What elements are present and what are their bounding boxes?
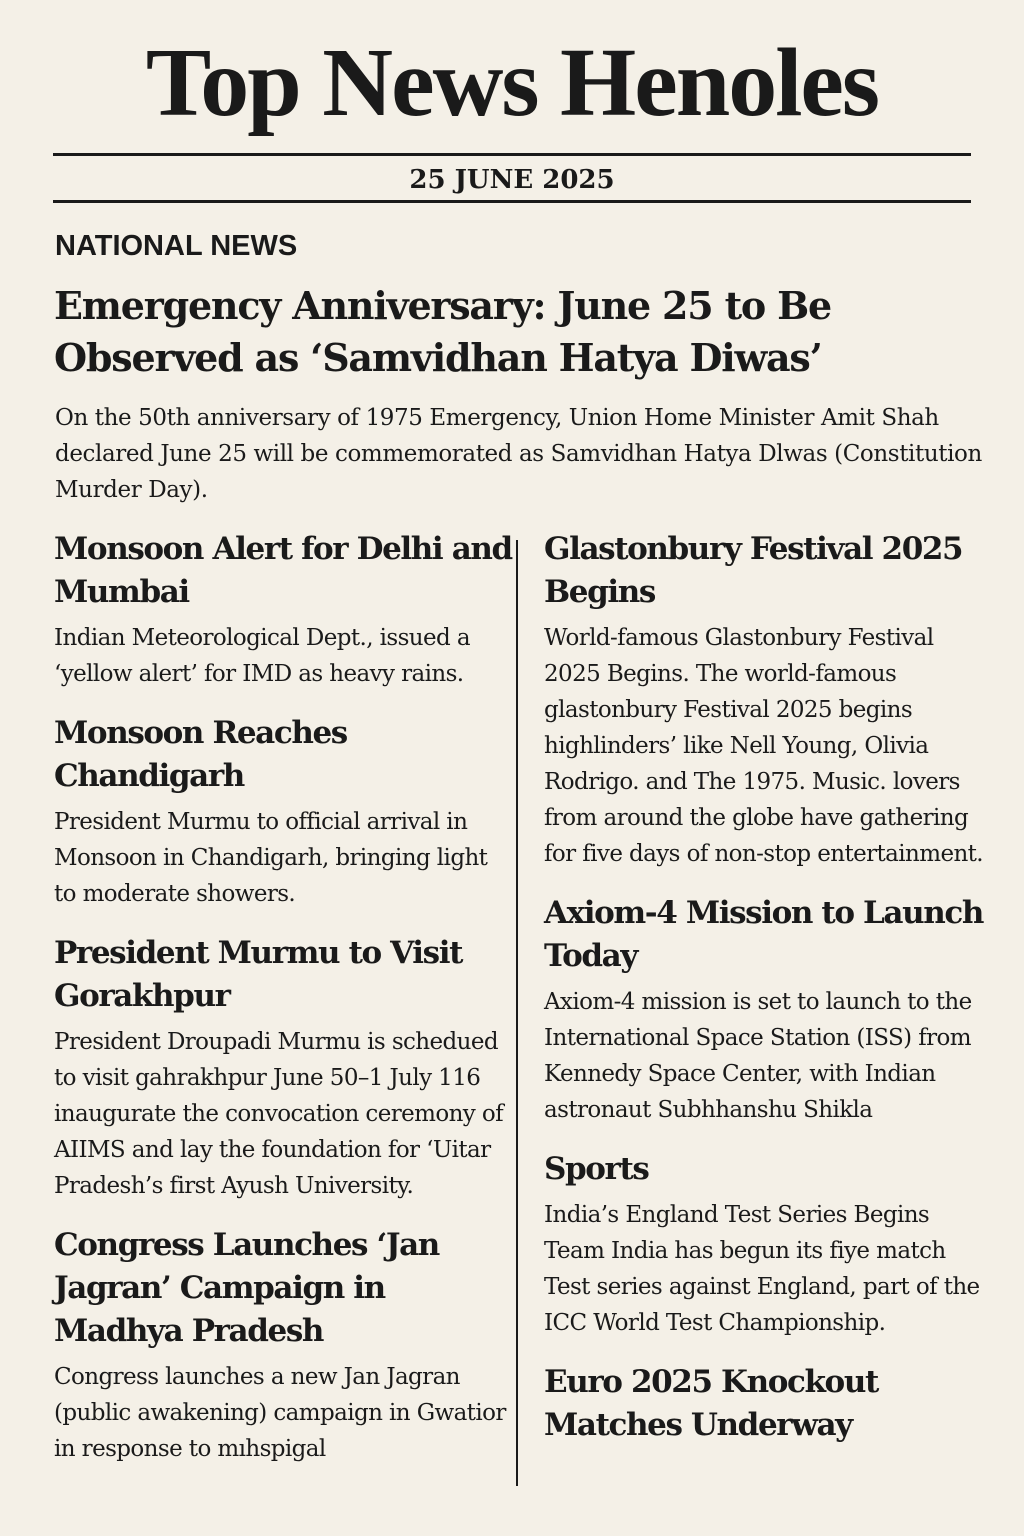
top-rule xyxy=(53,153,971,156)
issue-date: 25 JUNE 2025 xyxy=(409,165,615,195)
date-rule xyxy=(53,200,971,203)
story-body: President Droupadi Murmu is schedued to visit gahrakhpur June 50–1 July 116 inaugurate the convocation ceremony of AIIMS and lay the foundation for ‘Uitar Pradesh’s first Ayush University. xyxy=(54,1029,504,1199)
story-headline[interactable]: Monsoon Alert for Delhi and Mumbai xyxy=(54,531,512,610)
left-column xyxy=(54,528,510,1487)
story-body: Axiom-4 mission is set to launch to the International Space Station (ISS) from Kennedy Space Center, with Indian astronaut Subhhanshu Shikla xyxy=(544,989,972,1123)
story-glastonbury xyxy=(544,528,994,872)
right-column xyxy=(544,528,994,1467)
story-body: India’s England Test Series Begins Team India has begun its fiye match Test series against England, part of the ICC World Test Championship. xyxy=(544,1202,980,1336)
story-headline[interactable]: Congress Launches ‘Jan Jagran’ Campaign in Madhya Pradesh xyxy=(54,1227,439,1349)
section-label: NATIONAL NEWS xyxy=(55,230,298,262)
story-monsoon-alert xyxy=(54,528,514,692)
story-headline[interactable]: Sports xyxy=(544,1151,649,1187)
story-body: World-famous Glastonbury Festival 2025 Begins. The world-famous glastonbury Festival 2025 begins highlinders’ like Nell Young, Olivia Rodrigo. and The 1975. Music. lovers from around the globe have gathering for five days of non-stop entertainment. xyxy=(544,625,984,867)
story-jan-jagran xyxy=(54,1224,514,1467)
story-murmu-gorakhpur xyxy=(54,932,514,1204)
story-sports xyxy=(544,1148,994,1341)
story-body: Congress launches a new Jan Jagran (public awakening) campaign in Gwatior in response to mıhspigal xyxy=(54,1364,506,1462)
story-axiom-4 xyxy=(544,892,994,1128)
lead-summary: On the 50th anniversary of 1975 Emergency, Union Home Minister Amit Shah declared June 25 will be commemorated as Samvidhan Hatya Dlwas (Constitution Murder Day). xyxy=(55,405,982,503)
story-headline[interactable]: President Murmu to Visit Gorakhpur xyxy=(54,935,462,1014)
lead-headline[interactable]: Emergency Anniversary: June 25 to Be Observed as ‘Samvidhan Hatya Diwas’ xyxy=(54,283,831,380)
story-headline[interactable]: Glastonbury Festival 2025 Begins xyxy=(544,531,963,610)
story-headline[interactable]: Monsoon Reaches Chandigarh xyxy=(54,715,347,794)
story-monsoon-chandigarh xyxy=(54,712,514,912)
story-headline[interactable]: Axiom-4 Mission to Launch Today xyxy=(544,895,983,974)
masthead-title: Top News Henoles xyxy=(145,29,879,137)
story-euro-2025 xyxy=(544,1361,994,1447)
column-divider xyxy=(516,540,518,1486)
story-body: President Murmu to official arrival in Monsoon in Chandigarh, bringing light to moderate showers. xyxy=(54,809,488,907)
story-body: Indian Meteorological Dept., issued a ‘yellow alert’ for IMD as heavy rains. xyxy=(54,625,470,687)
story-headline[interactable]: Euro 2025 Knockout Matches Underway xyxy=(544,1364,878,1443)
